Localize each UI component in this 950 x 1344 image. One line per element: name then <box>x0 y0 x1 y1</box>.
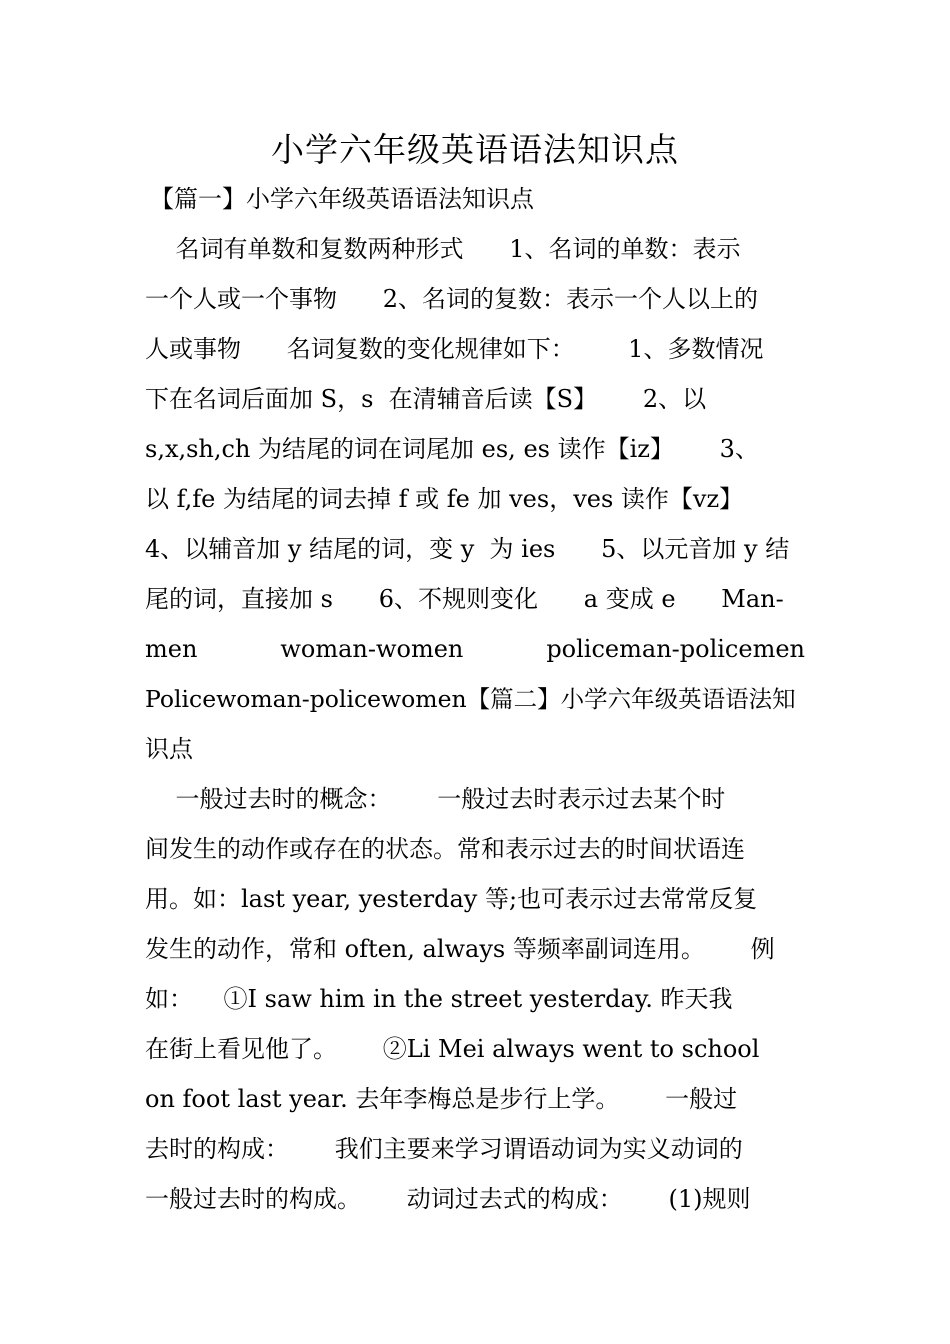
body-line: 去时的构成： 我们主要来学习谓语动词为实义动词的 <box>145 1135 743 1163</box>
body-line: 名词有单数和复数两种形式 1、名词的单数：表示 <box>145 235 741 263</box>
body-line: 下在名词后面加 S，s 在清辅音后读【S】 2、以 <box>145 385 707 413</box>
body-line: s,x,sh,ch 为结尾的词在词尾加 es, es 读作【iz】 3、 <box>145 435 759 463</box>
word-woman-women: woman-women <box>280 635 464 663</box>
document-title: 小学六年级英语语法知识点 <box>271 130 679 169</box>
body-line: 识点 <box>145 735 193 763</box>
body-line: 用。如：last year, yesterday 等;也可表示过去常常反复 <box>145 885 758 913</box>
body-line: 如： ①I saw him in the street yesterday. 昨天我 <box>145 985 733 1013</box>
body-line-spread <box>145 632 805 666</box>
body-line: 一般过去时的构成。 动词过去式的构成： (1)规则 <box>145 1185 751 1213</box>
body-line: 以 f,fe 为结尾的词去掉 f 或 fe 加 ves，ves 读作【vz】 <box>145 485 744 513</box>
word-policeman-policemen: policeman-policemen <box>546 635 805 663</box>
body-line: 间发生的动作或存在的状态。常和表示过去的时间状语连 <box>145 835 745 863</box>
section-heading: 【篇一】小学六年级英语语法知识点 <box>150 185 534 213</box>
body-line: 尾的词，直接加 s 6、不规则变化 a 变成 e Man- <box>145 585 784 613</box>
body-line: 一个人或一个事物 2、名词的复数：表示一个人以上的 <box>145 285 759 313</box>
body-line: 一般过去时的概念： 一般过去时表示过去某个时 <box>145 785 726 813</box>
body-line: 发生的动作，常和 often, always 等频率副词连用。 例 <box>145 935 775 963</box>
body-line: 4、以辅音加 y 结尾的词，变 y 为 ies 5、以元音加 y 结 <box>145 535 790 563</box>
body-line: 在街上看见他了。 ②Li Mei always went to school <box>145 1035 760 1063</box>
body-line: 人或事物 名词复数的变化规律如下： 1、多数情况 <box>145 335 764 363</box>
body-line: on foot last year. 去年李梅总是步行上学。 一般过 <box>145 1085 738 1113</box>
body-line: Policewoman-policewomen【篇二】小学六年级英语语法知 <box>145 685 796 713</box>
word-men: men <box>145 635 198 663</box>
